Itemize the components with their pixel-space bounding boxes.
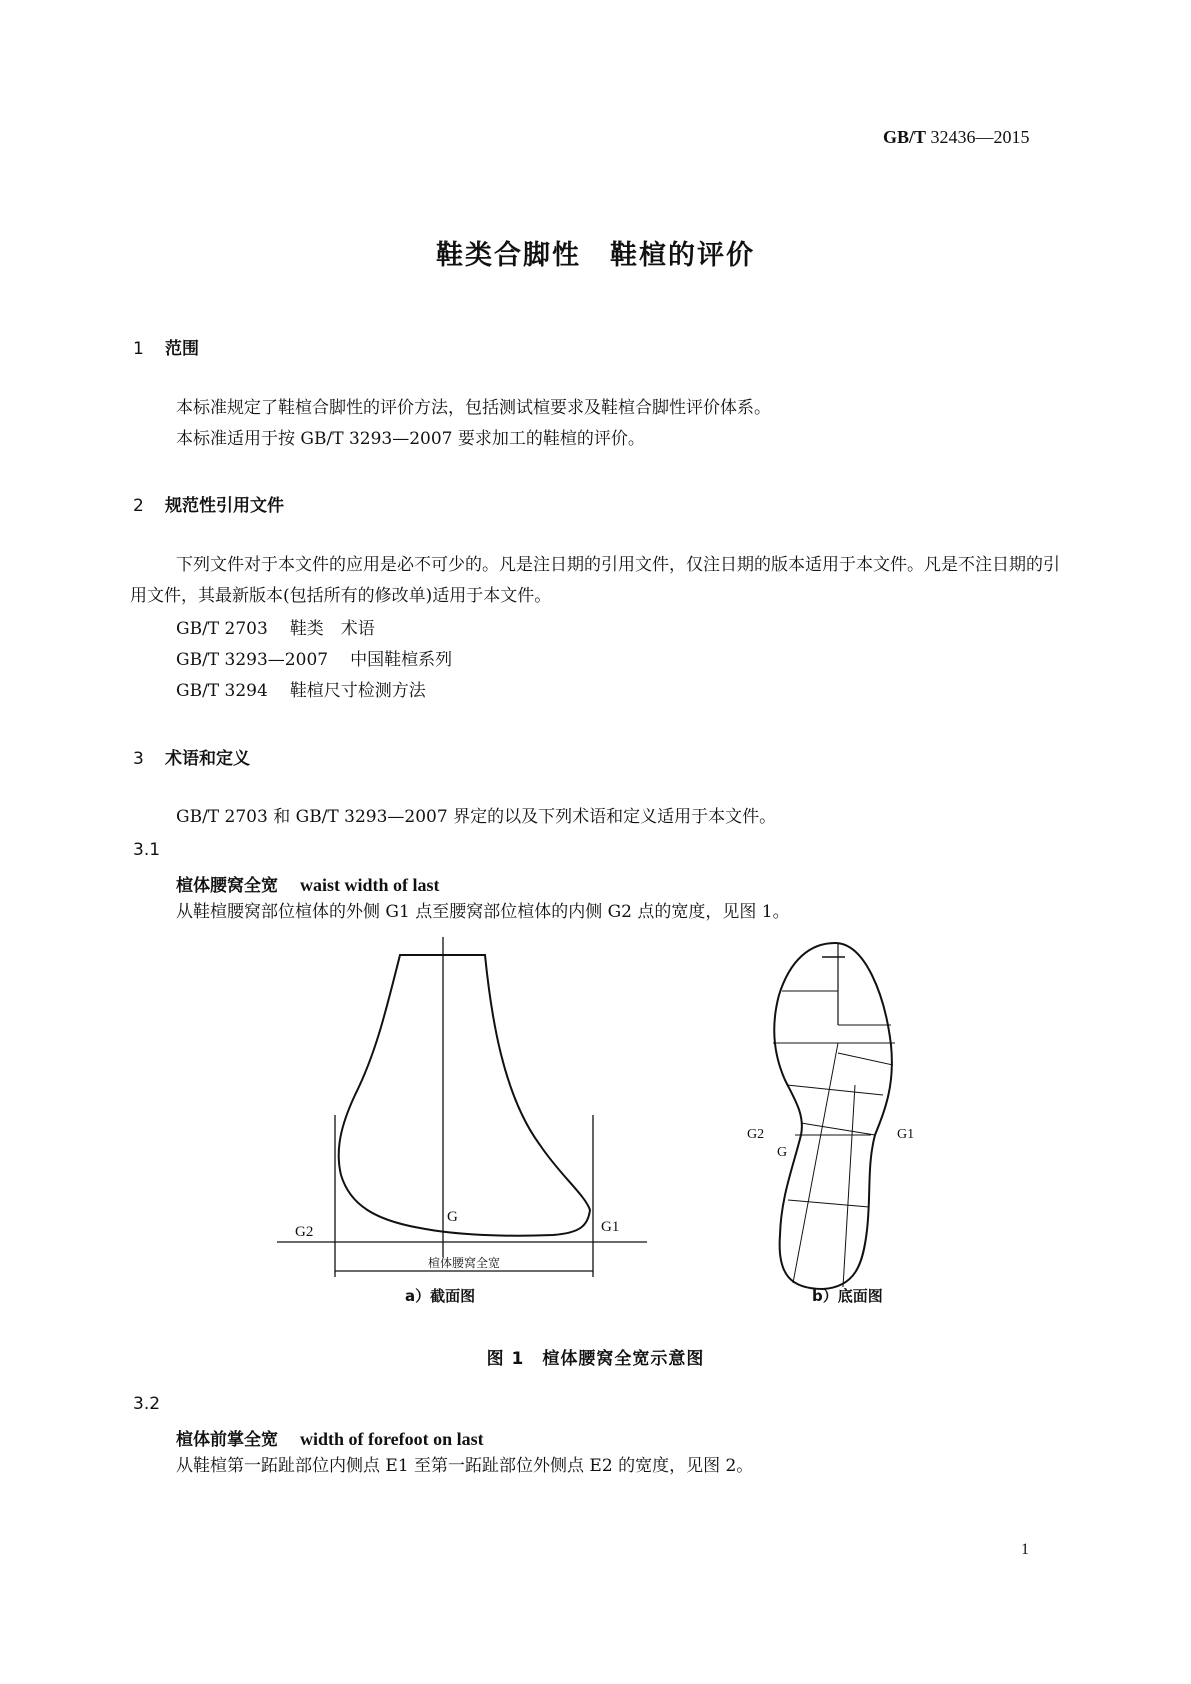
section-title: 范围 xyxy=(165,339,199,359)
figure-1 xyxy=(255,935,955,1315)
reference-item xyxy=(176,645,474,670)
clause-number: 3.1 xyxy=(133,840,161,860)
diagonal-axis xyxy=(793,1043,838,1283)
section-number: 1 xyxy=(133,339,144,359)
section-title: 规范性引用文件 xyxy=(165,496,284,516)
label-g2-bottom: G2 xyxy=(747,1127,765,1142)
term-chinese: 楦体前掌全宽 xyxy=(176,1430,278,1450)
last-cross-section-outline xyxy=(339,955,590,1236)
section-number: 3 xyxy=(133,749,144,769)
reference-code: GB/T 3293—2007 xyxy=(176,650,329,670)
section-1-paragraph-1: 本标准规定了鞋楦合脚性的评价方法，包括测试楦要求及鞋楦合脚性评价体系。 xyxy=(176,398,771,418)
reference-name: 鞋类 术语 xyxy=(289,619,375,639)
section-3-heading xyxy=(133,744,250,769)
label-g1-bottom: G1 xyxy=(897,1127,915,1142)
reference-name: 鞋楦尺寸检测方法 xyxy=(289,681,426,701)
standard-prefix: GB/T xyxy=(883,127,927,147)
section-2-heading xyxy=(133,491,284,516)
figure-1-caption: 图 1 楦体腰窝全宽示意图 xyxy=(486,1349,705,1369)
label-g1: G1 xyxy=(601,1219,620,1235)
section-2-paragraph: 下列文件对于本文件的应用是必不可少的。凡是注日期的引用文件，仅注日期的版本适用于本文件。凡是不注日期的引用文件，其最新版本(包括所有的修改单)适用于本文件。 xyxy=(130,555,1060,606)
standard-code: 32436—2015 xyxy=(930,127,1030,147)
section-number: 2 xyxy=(133,496,144,516)
term-english: width of forefoot on last xyxy=(300,1429,484,1449)
last-bottom-outline xyxy=(774,943,892,1289)
reference-item xyxy=(176,614,397,639)
label-g2: G2 xyxy=(295,1224,314,1240)
section-3-paragraph: GB/T 2703 和 GB/T 3293—2007 界定的以及下列术语和定义适用于本文件。 xyxy=(176,807,777,827)
term-chinese: 楦体腰窝全宽 xyxy=(176,876,278,896)
section-1-paragraph-2: 本标准适用于按 GB/T 3293—2007 要求加工的鞋楦的评价。 xyxy=(176,429,645,449)
clause-number: 3.2 xyxy=(133,1394,161,1414)
label-g: G xyxy=(447,1209,458,1225)
bottom-view-diagram xyxy=(773,943,895,1289)
term-definition: 从鞋楦第一跖趾部位内侧点 E1 至第一跖趾部位外侧点 E2 的宽度，见图 2。 xyxy=(176,1456,754,1476)
figure-1b-caption: b）底面图 xyxy=(812,1287,883,1305)
reference-item xyxy=(176,676,448,701)
reference-code: GB/T 2703 xyxy=(176,619,268,639)
section-1-heading xyxy=(133,334,199,359)
label-waist-width: 楦体腰窝全宽 xyxy=(427,1256,501,1270)
document-title: 鞋类合脚性 鞋楦的评价 xyxy=(436,240,755,271)
reference-code: GB/T 3294 xyxy=(176,681,268,701)
standard-number xyxy=(883,127,1030,148)
term-heading xyxy=(176,871,440,896)
term-heading xyxy=(176,1425,484,1450)
label-g-bottom: G xyxy=(777,1145,788,1160)
section-view-diagram xyxy=(277,937,647,1277)
figure-1a-caption: a）截面图 xyxy=(405,1287,476,1305)
term-definition: 从鞋楦腰窝部位楦体的外侧 G1 点至腰窝部位楦体的内侧 G2 点的宽度，见图 1。 xyxy=(176,902,790,922)
section-title: 术语和定义 xyxy=(165,749,250,769)
term-english: waist width of last xyxy=(300,875,440,895)
reference-name: 中国鞋楦系列 xyxy=(350,650,453,670)
page-number: 1 xyxy=(1021,1541,1029,1558)
